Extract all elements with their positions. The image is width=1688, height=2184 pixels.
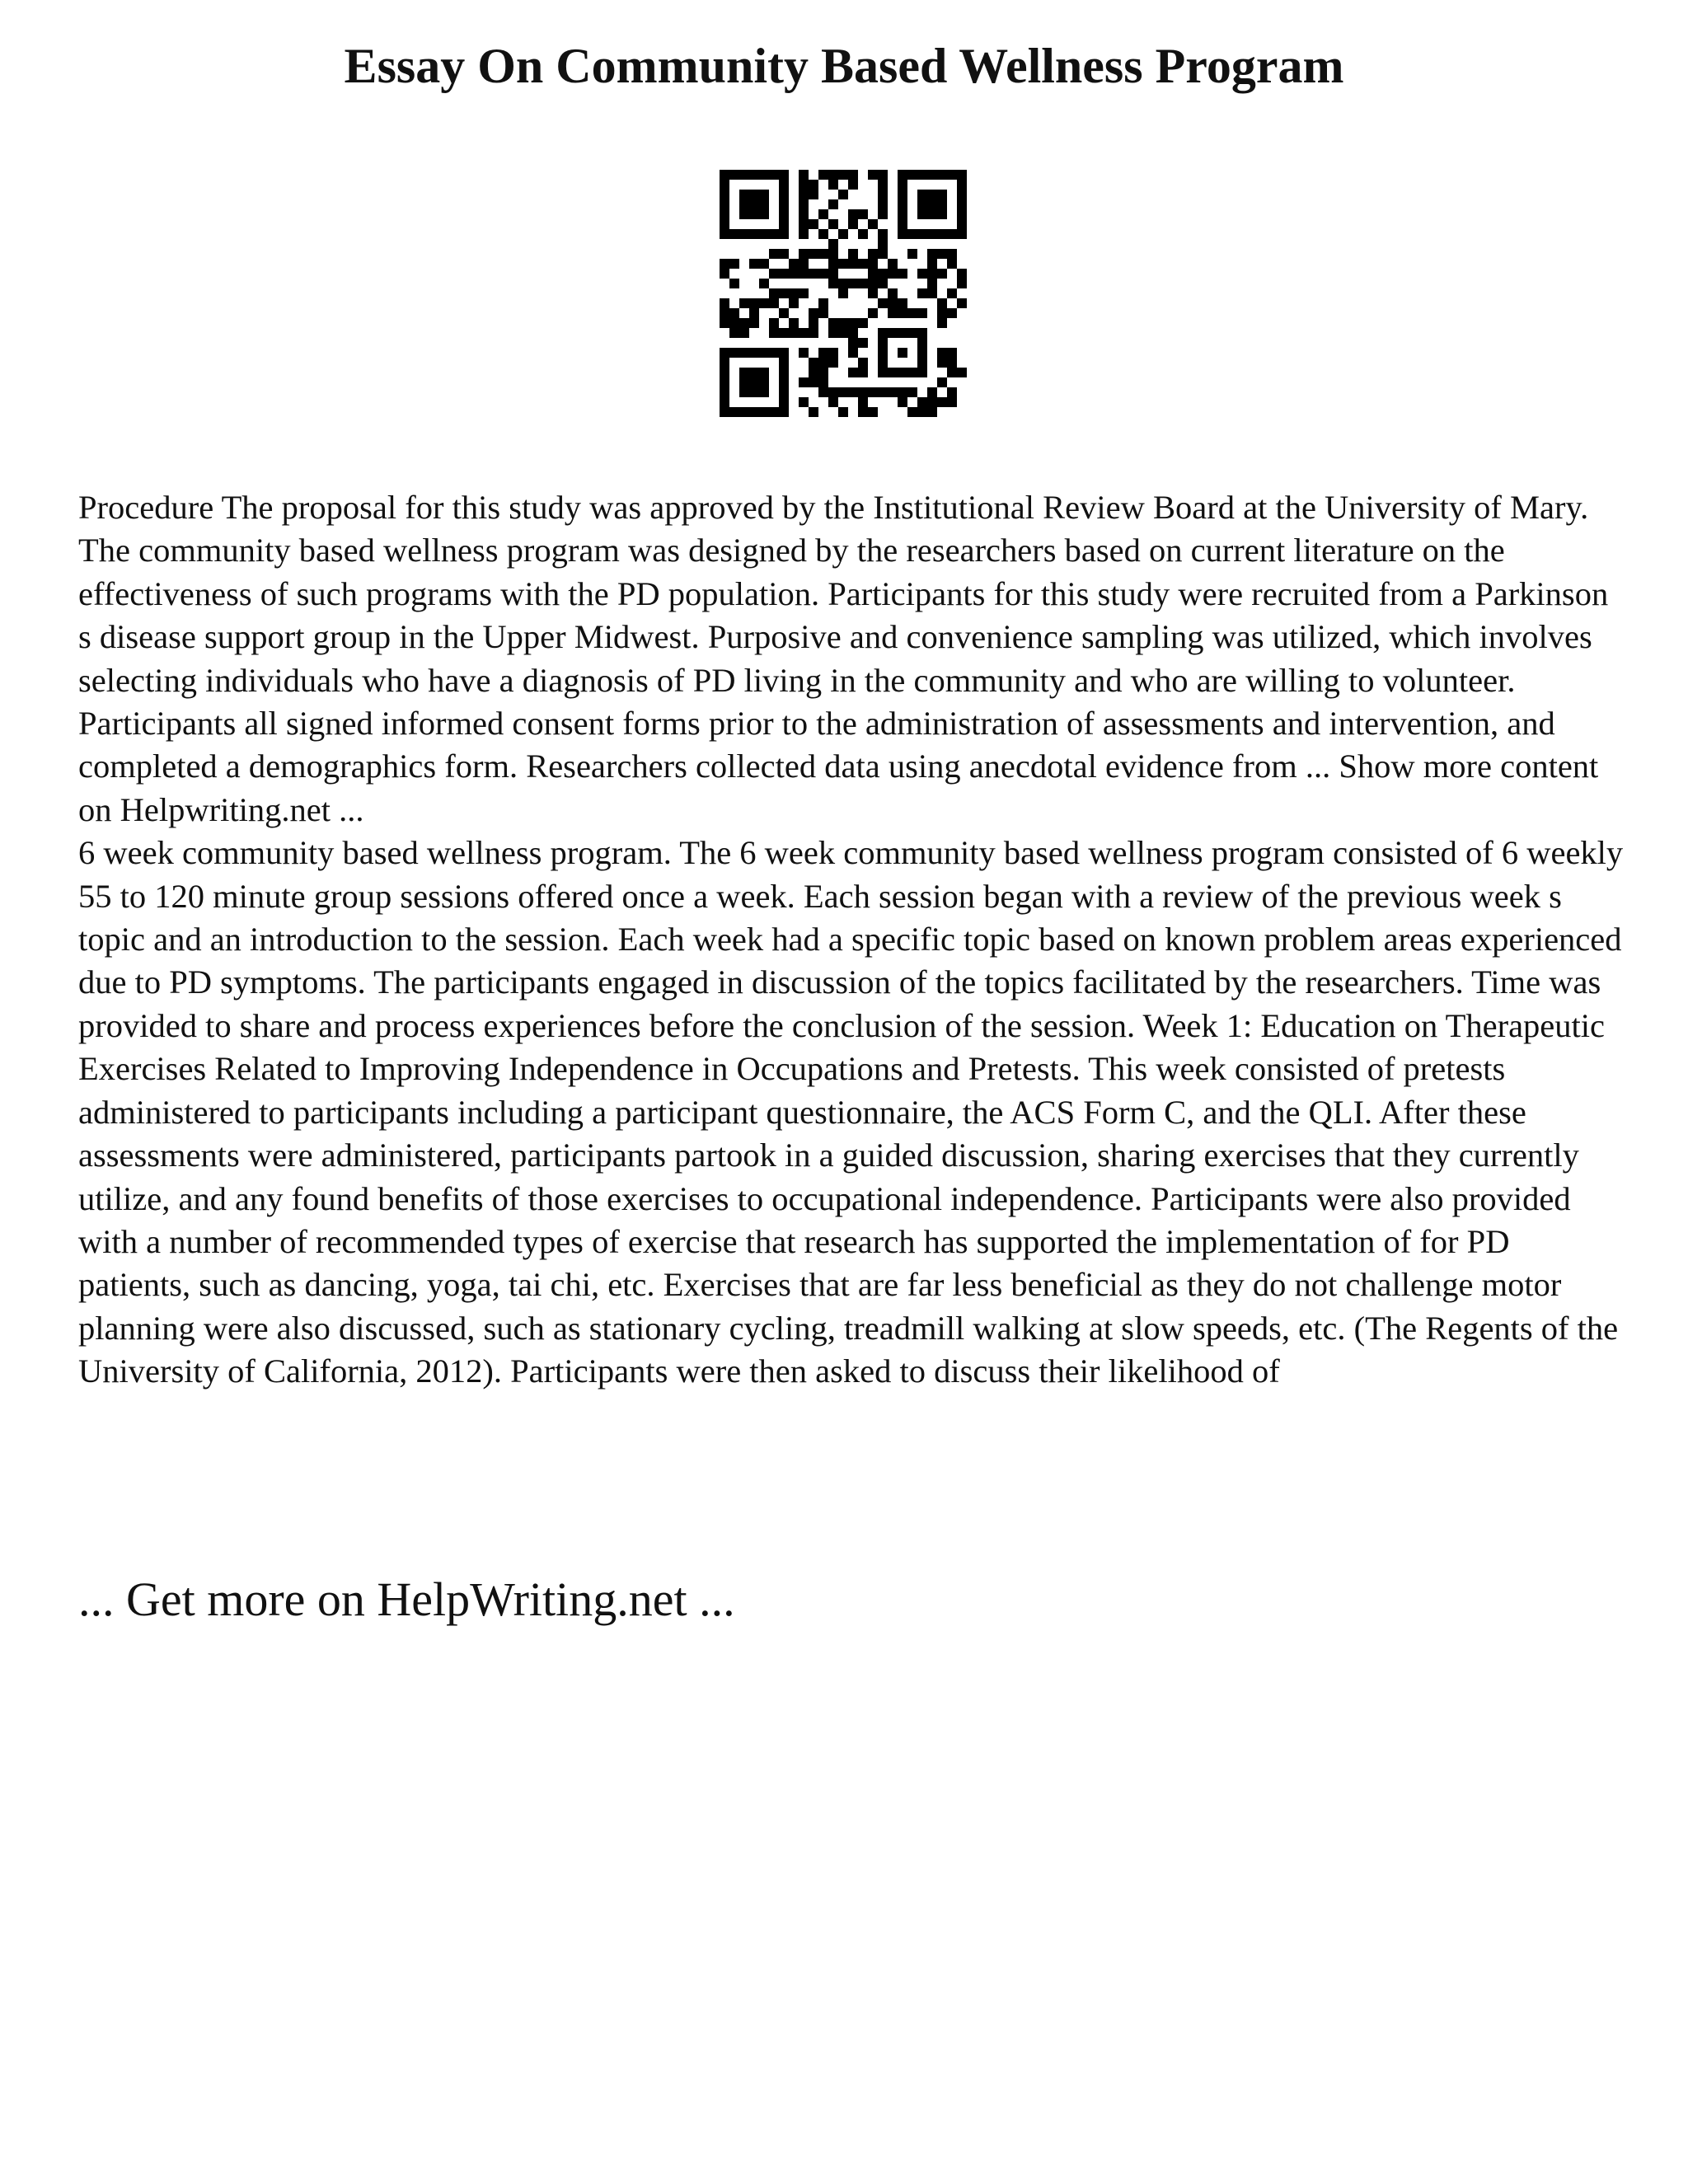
qr-code-icon[interactable] xyxy=(720,170,967,417)
paragraph-program: 6 week community based wellness program. The 6 week community based wellness program consisted of 6 weekly 55 to 120 minute group sessions offered once a week. Each session began with a review of the previous week s topic and an introduction to the session. Each week had a specific topic based on known problem areas experienced due to PD symptoms. The participants engaged in discussion of the topics facilitated by the researchers. Time was provided to share and process experiences before the conclusion of the session. Week 1: Education on Therapeutic Exercises Related to Improving Independence in Occupations and Pretests. This week consisted of pretests administered to participants including a participant questionnaire, the ACS Form C, and the QLI. After these assessments were administered, participants partook in a guided discussion, sharing exercises that they currently utilize, and any found benefits of those exercises to occupational independence. Participants were also provided with a number of recommended types of exercise that research has supported the implementation of for PD patients, such as dancing, yoga, tai chi, etc. Exercises that are far less beneficial as they do not challenge motor planning were also discussed, such as stationary cycling, treadmill walking at slow speeds, etc. (The Regents of the University of California, 2012). Participants were then asked to discuss their likelihood of xyxy=(78,834,1624,1390)
paragraph-procedure: Procedure The proposal for this study was approved by the Institutional Review Board at the University of Mary. The community based wellness program was designed by the researchers based on current literature on the effectiveness of such programs with the PD population. Participants for this study were recruited from a Parkinson s disease support group in the Upper Midwest. Purposive and convenience sampling was utilized, which involves selecting individuals who have a diagnosis of PD living in the community and who are willing to volunteer. Participants all signed informed consent forms prior to the administration of assessments and intervention, and completed a demographics form. Researchers collected data using anecdotal evidence from ... Show more content on Helpwriting.net ... xyxy=(78,489,1609,828)
document-body xyxy=(78,486,1628,1394)
get-more-link[interactable]: ... Get more on HelpWriting.net ... xyxy=(78,1572,735,1626)
document-title: Essay On Community Based Wellness Program xyxy=(344,39,1344,93)
